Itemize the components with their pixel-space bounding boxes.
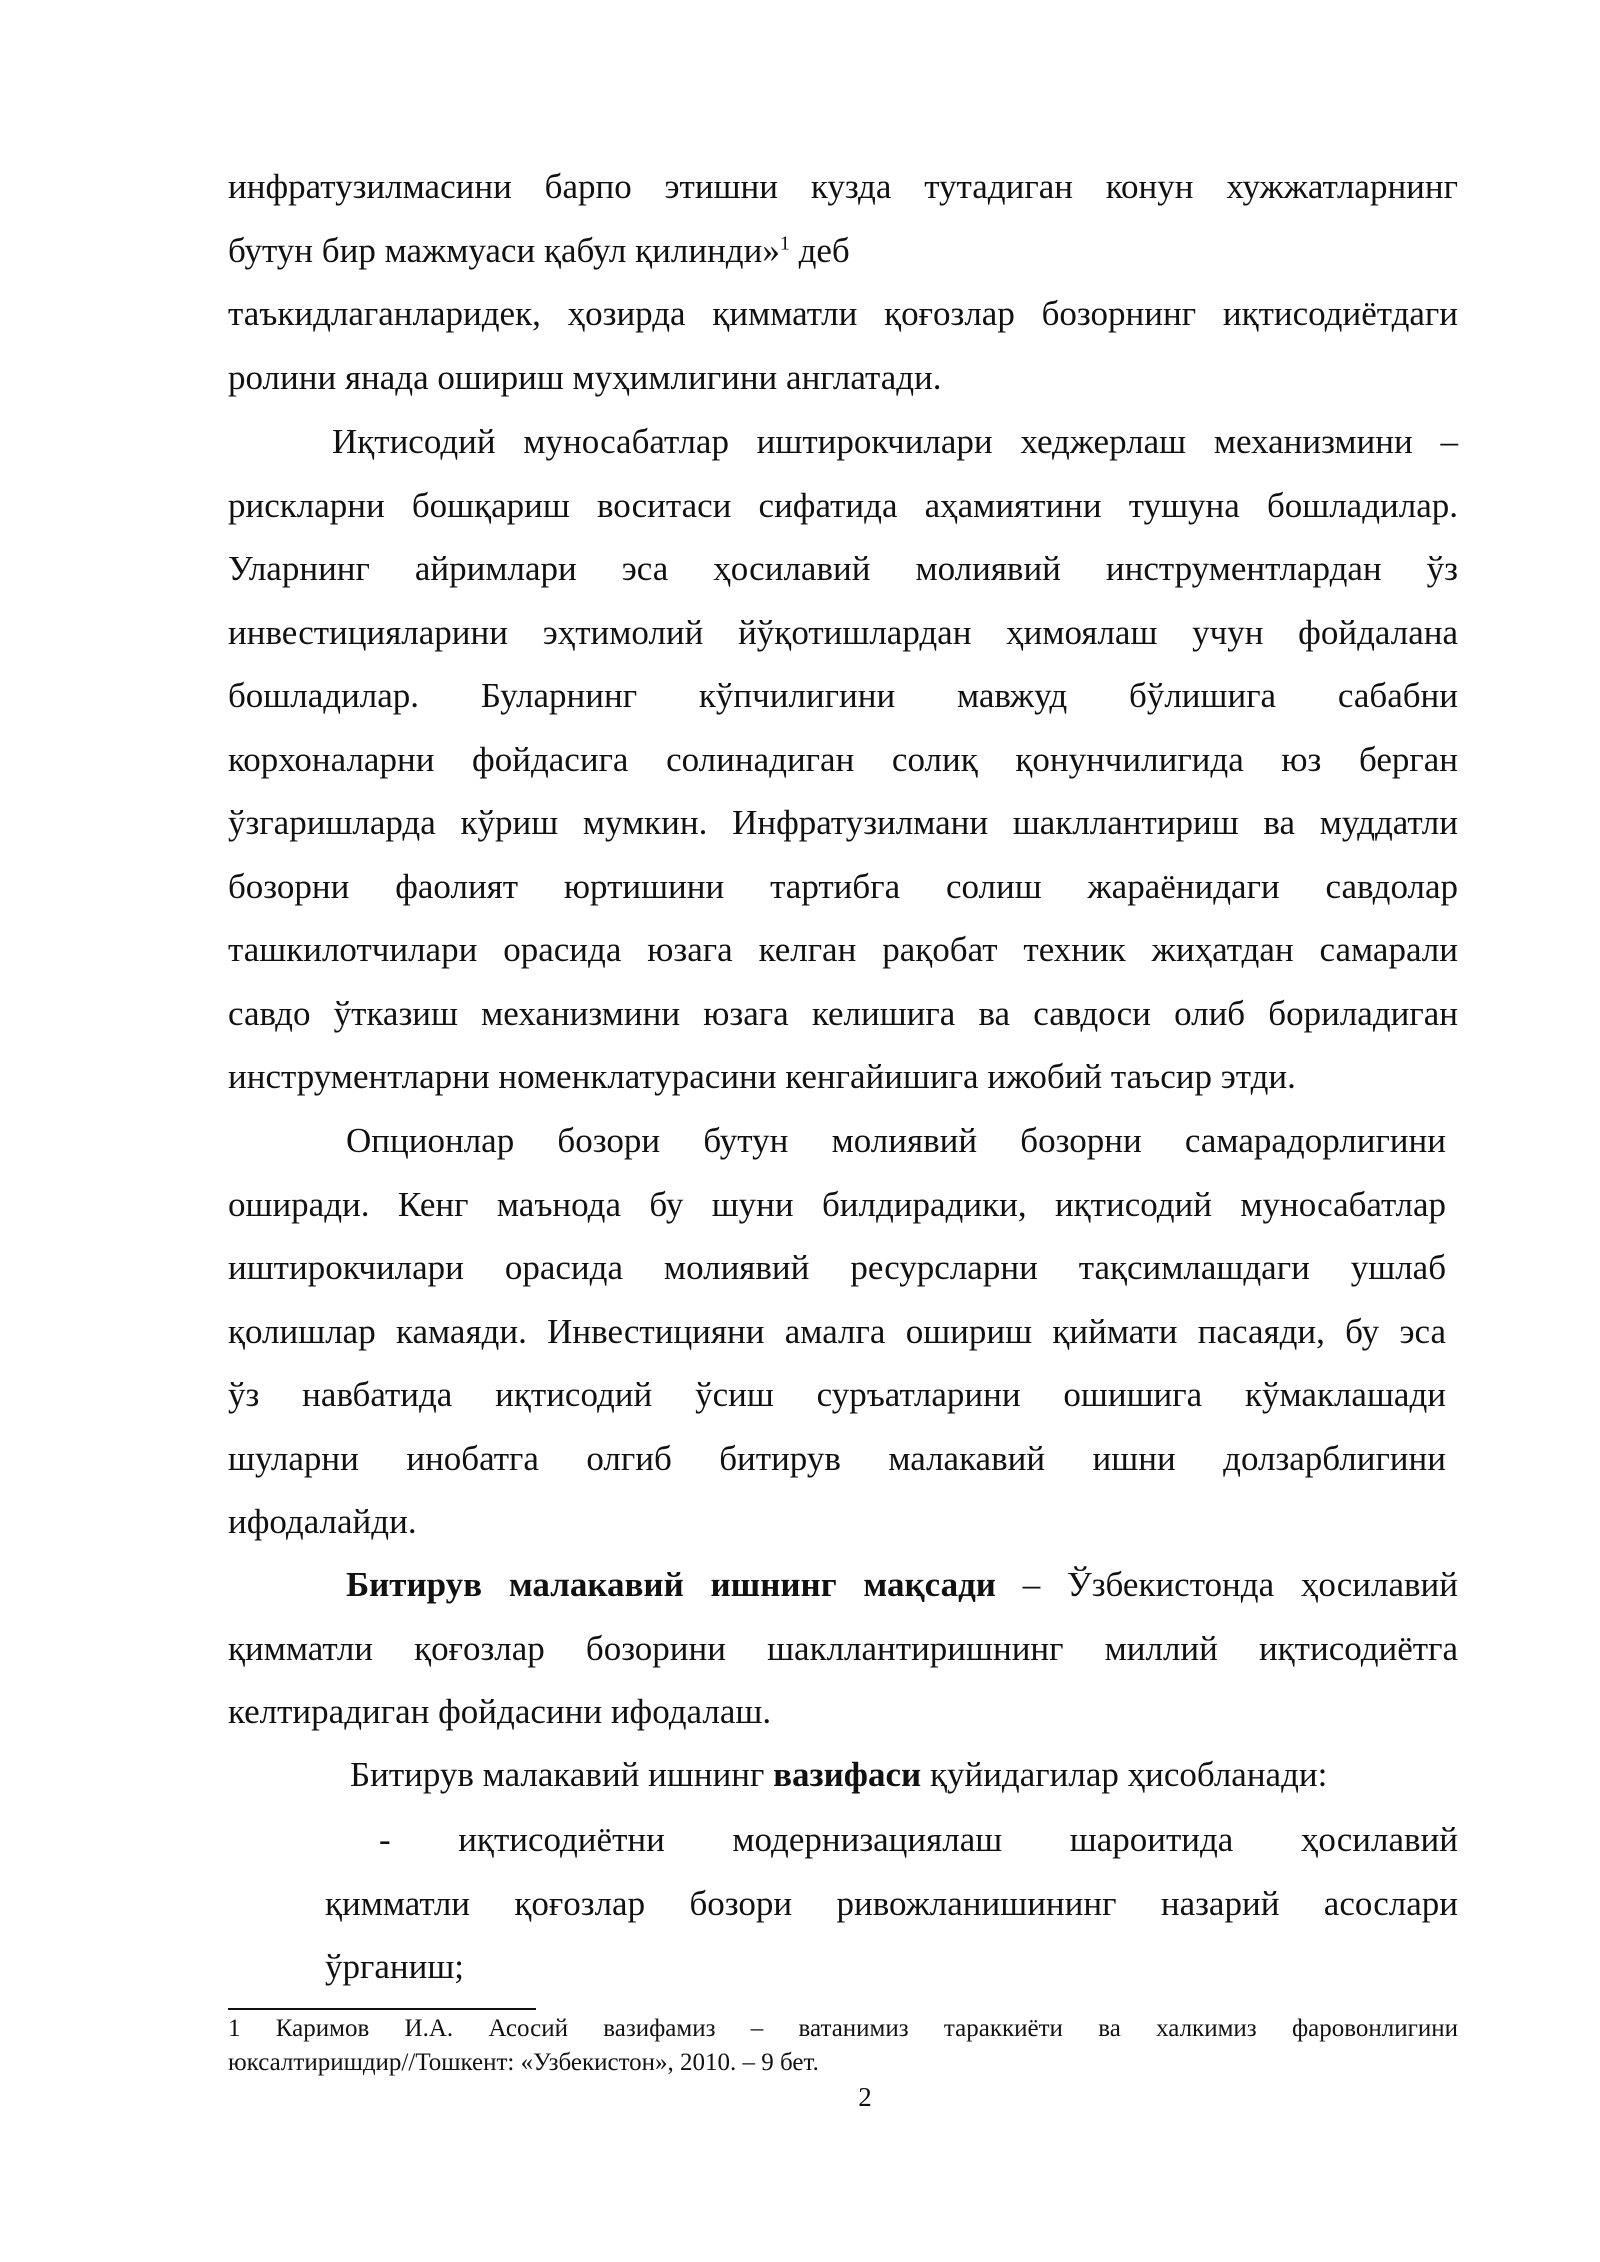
- paragraph-tasks: [228, 1743, 1458, 1807]
- text-fragment: деб: [789, 230, 850, 270]
- text-line: шуларни инобатга олгиб битирув малакавий ишни долзарблигини: [228, 1438, 1446, 1478]
- text-line: рискларни бошқариш воситаси сифатида аҳамиятини тушуна бошладилар.: [228, 485, 1458, 525]
- text-line: инвестицияларини эҳтимолий йўқотишлардан ҳимоялаш учун фойдалана: [228, 612, 1458, 652]
- footnote-line: юксалтиришдир//Тошкент: «Узбекистон», 2010. – 9 бет.: [228, 2049, 819, 2076]
- text-fragment: қуйидагилар ҳисобланади:: [921, 1755, 1328, 1794]
- text-line: инструментларни номенклатурасини кенгайишига ижобий таъсир этди.: [228, 1057, 1296, 1096]
- text-line: таъкидлаганларидек, ҳозирда қимматли қоғозлар бозорнинг иқтисодиётдаги: [228, 294, 1458, 333]
- text-line: ташкилотчилари орасида юзага келган рақобат техник жиҳатдан самарали: [228, 930, 1458, 969]
- text-line: Уларнинг айримлари эса ҳосилавий молиявий инструментлардан ўз: [228, 549, 1458, 588]
- paragraph-options: [228, 1109, 1446, 1554]
- text-line: иштирокчилари орасида молиявий ресурсларни тақсимлашдаги ушлаб: [228, 1248, 1446, 1287]
- text-line: [228, 219, 1458, 283]
- text-fragment: бутун бир мажмуаси қабул қилинди»: [228, 230, 780, 270]
- text-line: Опционлар бозори бутун молиявий бозорни самарадорлигини: [346, 1121, 1446, 1160]
- text-line: - иқтисодиётни модернизациялаш шароитида ҳосилавий: [379, 1820, 1458, 1859]
- paragraph-goal: [228, 1553, 1458, 1744]
- paragraph-hedging: [228, 410, 1458, 1109]
- tasks-heading: вазифаси: [773, 1755, 922, 1794]
- footnote-separator: [228, 2008, 536, 2010]
- text-line: қимматли қоғозлар бозори ривожланишининг назарий асослари: [325, 1883, 1458, 1923]
- task-list-item: [325, 1808, 1458, 1999]
- text-line: бошладилар. Буларнинг кўпчилигини мавжуд бўлишига сабабни: [228, 676, 1458, 715]
- page-number: 2: [858, 2082, 872, 2112]
- text-line: ўз навбатида иқтисодий ўсиш суръатларини ошишига кўмаклашади: [228, 1375, 1446, 1414]
- text-line: Иқтисодий муносабатлар иштирокчилари хеджерлаш механизмини –: [332, 422, 1458, 461]
- intro-paragraph: [228, 155, 1458, 409]
- text-line: бозорни фаолият юртишини тартибга солиш жараёнидаги савдолар: [228, 866, 1458, 906]
- text-line: корхоналарни фойдасига солинадиган солиқ қонунчилигида юз берган: [228, 739, 1458, 779]
- text-line: қимматли қоғозлар бозорини шакллантиришнинг миллий иқтисодиётга: [228, 1628, 1458, 1668]
- text-line: ўрганиш;: [325, 1947, 465, 1986]
- text-line: келтирадиган фойдасини ифодалаш.: [228, 1692, 772, 1731]
- text-line: [228, 1743, 1458, 1807]
- text-line: ролини янада ошириш муҳимлигини англатади.: [228, 357, 942, 397]
- text-line: ифодалайди.: [228, 1502, 417, 1541]
- text-line: инфратузилмасини барпо этишни кузда тутадиган конун хужжатларнинг: [228, 167, 1458, 206]
- text-line: ўзгаришларда кўриш мумкин. Инфратузилмани шакллантириш ва муддатли: [228, 803, 1458, 842]
- footnote-line: 1 Каримов И.А. Асосий вазифамиз – ватанимиз тараккиёти ва халкимиз фаровонлигини: [228, 2015, 1458, 2042]
- text-fragment: Битирув малакавий ишнинг: [350, 1755, 774, 1794]
- text-fragment: – Ўзбекистонда ҳосилавий: [995, 1565, 1458, 1604]
- text-line: савдо ўтказиш механизмини юзага келишига ва савдоси олиб бориладиган: [228, 993, 1458, 1033]
- footnote: [228, 2012, 1458, 2080]
- text-line: қолишлар камаяди. Инвестицияни амалга ошириш қиймати пасаяди, бу эса: [228, 1311, 1446, 1351]
- text-line: оширади. Кенг маънода бу шуни билдирадики, иқтисодий муносабатлар: [228, 1184, 1446, 1224]
- footnote-reference: 1: [779, 231, 790, 254]
- goal-heading: Битирув малакавий ишнинг мақсади: [346, 1565, 996, 1604]
- text-line: [228, 1553, 1458, 1617]
